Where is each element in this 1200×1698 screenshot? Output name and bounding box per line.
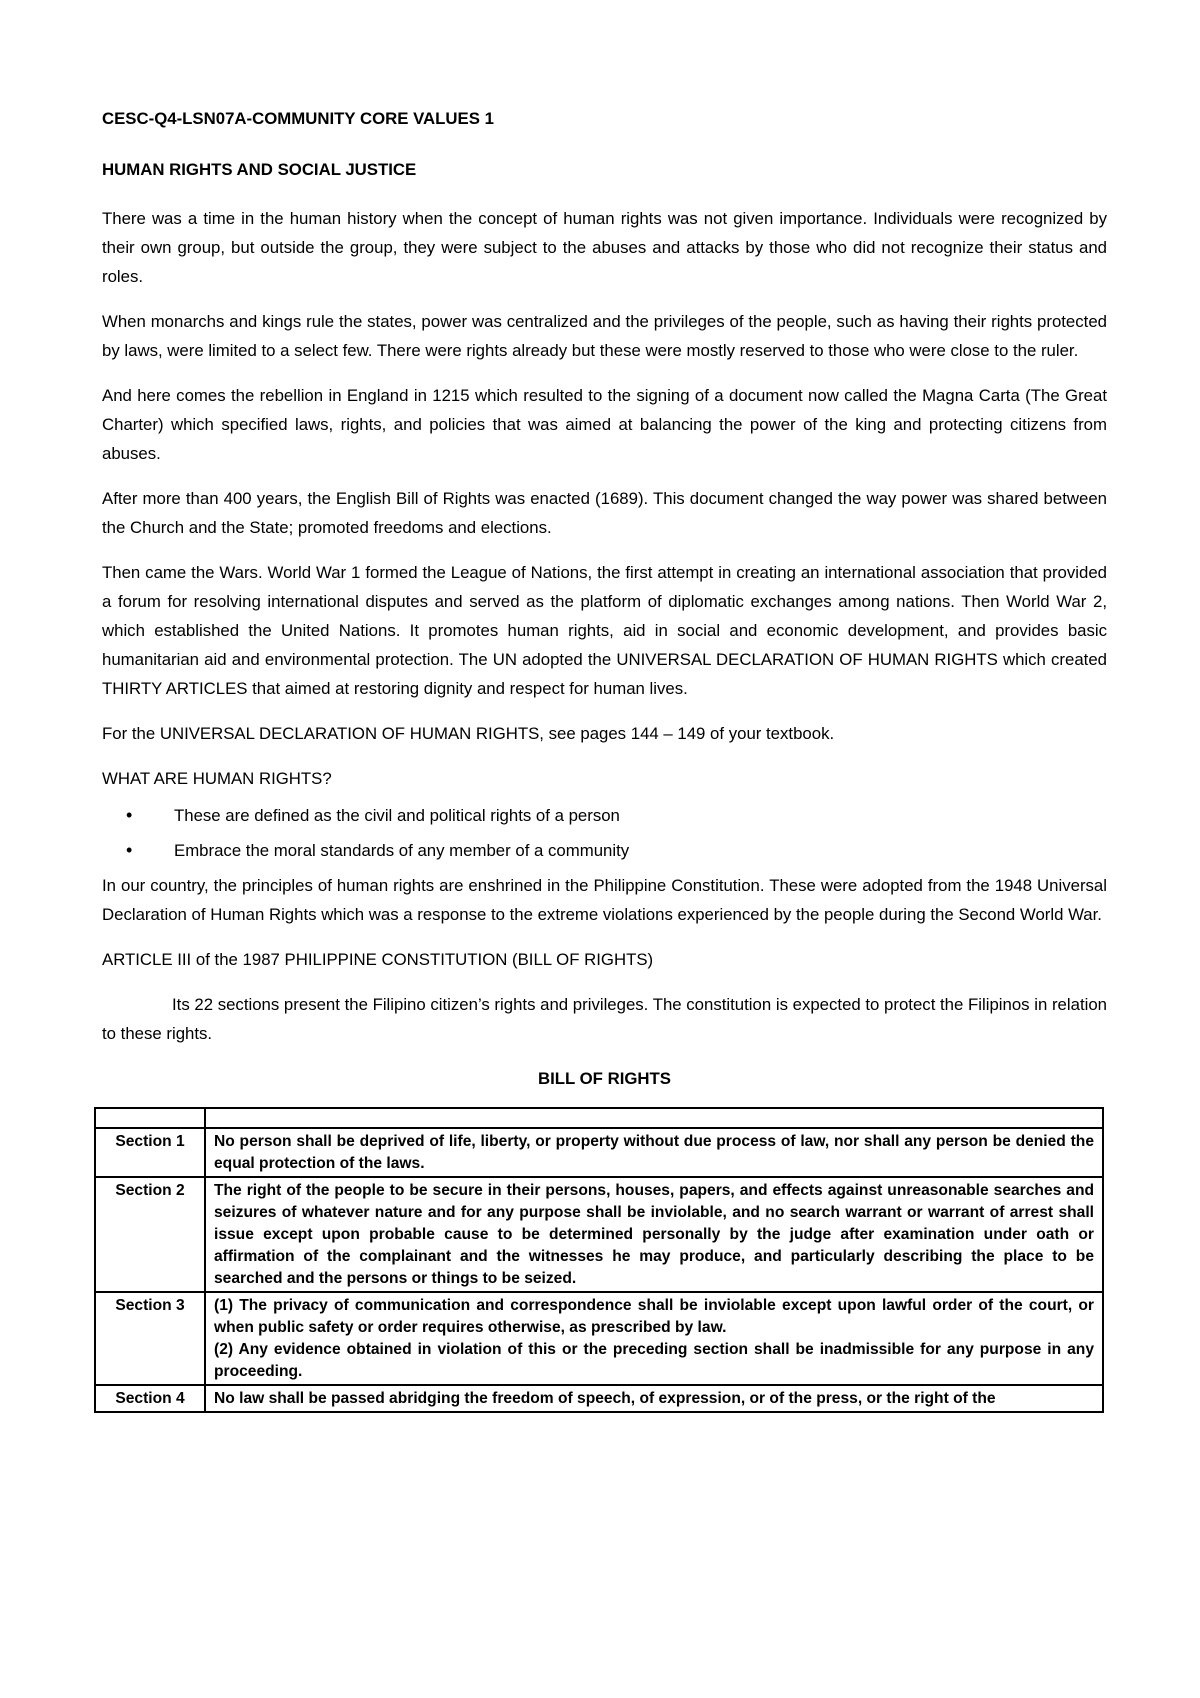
list-item	[102, 801, 1107, 830]
table-header-row	[95, 1108, 1103, 1128]
article-heading: ARTICLE III of the 1987 PHILIPPINE CONSTITUTION (BILL OF RIGHTS)	[102, 950, 654, 969]
table-row	[95, 1292, 1103, 1385]
question-heading: WHAT ARE HUMAN RIGHTS?	[102, 769, 332, 788]
paragraph-article: Its 22 sections present the Filipino citizen’s rights and privileges. The constitution is expected to protect the Filipinos in relation to these rights.	[102, 995, 1107, 1043]
paragraph-english-bill: After more than 400 years, the English Bill of Rights was enacted (1689). This document changed the way power was shared between the Church and the State; promoted freedoms and elections.	[102, 489, 1107, 537]
section-label: Section 4	[95, 1385, 205, 1412]
bullet-icon: •	[126, 805, 133, 825]
bullet-icon: •	[126, 840, 133, 860]
bullet-list	[102, 801, 1107, 865]
paragraph-monarchs: When monarchs and kings rule the states, power was centralized and the privileges of the people, such as having their rights protected by laws, were limited to a select few. There were rights already but these were mostly reserved to those who were close to the ruler.	[102, 312, 1107, 360]
section-text-line: No person shall be deprived of life, liberty, or property without due process of law, nor shall any person be denied the equal protection of the laws.	[214, 1133, 1094, 1172]
document-code-title: CESC-Q4-LSN07A-COMMUNITY CORE VALUES 1	[102, 109, 494, 128]
section-text	[205, 1128, 1103, 1177]
table-row	[95, 1128, 1103, 1177]
table-title: BILL OF RIGHTS	[537, 1069, 671, 1088]
section-text	[205, 1292, 1103, 1385]
section-title: HUMAN RIGHTS AND SOCIAL JUSTICE	[102, 160, 417, 179]
paragraph-wars: Then came the Wars. World War 1 formed the League of Nations, the first attempt in creating an international association that provided a forum for resolving international disputes and served as the platform of diplomatic exchanges among nations. Then World War 2, which established the United Nations. It promotes human rights, aid in social and economic development, and provides basic humanitarian aid and environmental protection. The UN adopted the UNIVERSAL DECLARATION OF HUMAN RIGHTS which created THIRTY ARTICLES that aimed at restoring dignity and respect for human lives.	[102, 563, 1107, 698]
table-header-cell	[205, 1108, 1103, 1128]
section-text-line: The right of the people to be secure in their persons, houses, papers, and effects against unreasonable searches and seizures of whatever nature and for any purpose shall be inviolable, and no search warrant or warrant of arrest shall issue except upon probable cause to be determined personally by the judge after examination under oath or affirmation of the complainant and the witnesses he may produce, and particularly describing the place to be searched and the persons or things to be seized.	[214, 1182, 1094, 1287]
section-text	[205, 1177, 1103, 1292]
bullet-text: These are defined as the civil and political rights of a person	[174, 806, 620, 825]
table-row	[95, 1385, 1103, 1412]
bill-of-rights-table	[94, 1107, 1104, 1413]
document-page	[102, 88, 1107, 1413]
paragraph-constitution: In our country, the principles of human rights are enshrined in the Philippine Constitution. These were adopted from the 1948 Universal Declaration of Human Rights which was a response to the extreme violations experienced by the people during the Second World War.	[102, 876, 1107, 924]
list-item	[102, 836, 1107, 865]
table-row	[95, 1177, 1103, 1292]
table-header-cell	[95, 1108, 205, 1128]
section-text-line: No law shall be passed abridging the freedom of speech, of expression, or of the press, or the right of the	[214, 1390, 996, 1407]
paragraph-udhr-reference: For the UNIVERSAL DECLARATION OF HUMAN RIGHTS, see pages 144 – 149 of your textbook.	[102, 724, 835, 743]
paragraph-magna-carta: And here comes the rebellion in England in 1215 which resulted to the signing of a document now called the Magna Carta (The Great Charter) which specified laws, rights, and policies that was aimed at balancing the power of the king and protecting citizens from abuses.	[102, 386, 1107, 463]
paragraph-intro: There was a time in the human history when the concept of human rights was not given importance. Individuals were recognized by their own group, but outside the group, they were subject to the abuses and attacks by those who did not recognize their status and roles.	[102, 209, 1107, 286]
section-text-line: (1) The privacy of communication and correspondence shall be inviolable except upon lawful order of the court, or when public safety or order requires otherwise, as prescribed by law.	[214, 1297, 1094, 1336]
section-label: Section 1	[95, 1128, 205, 1177]
bullet-text: Embrace the moral standards of any member of a community	[174, 841, 630, 860]
section-text	[205, 1385, 1103, 1412]
section-label: Section 2	[95, 1177, 205, 1292]
section-label: Section 3	[95, 1292, 205, 1385]
section-text-line: (2) Any evidence obtained in violation of this or the preceding section shall be inadmissible for any purpose in any proceeding.	[214, 1341, 1094, 1380]
